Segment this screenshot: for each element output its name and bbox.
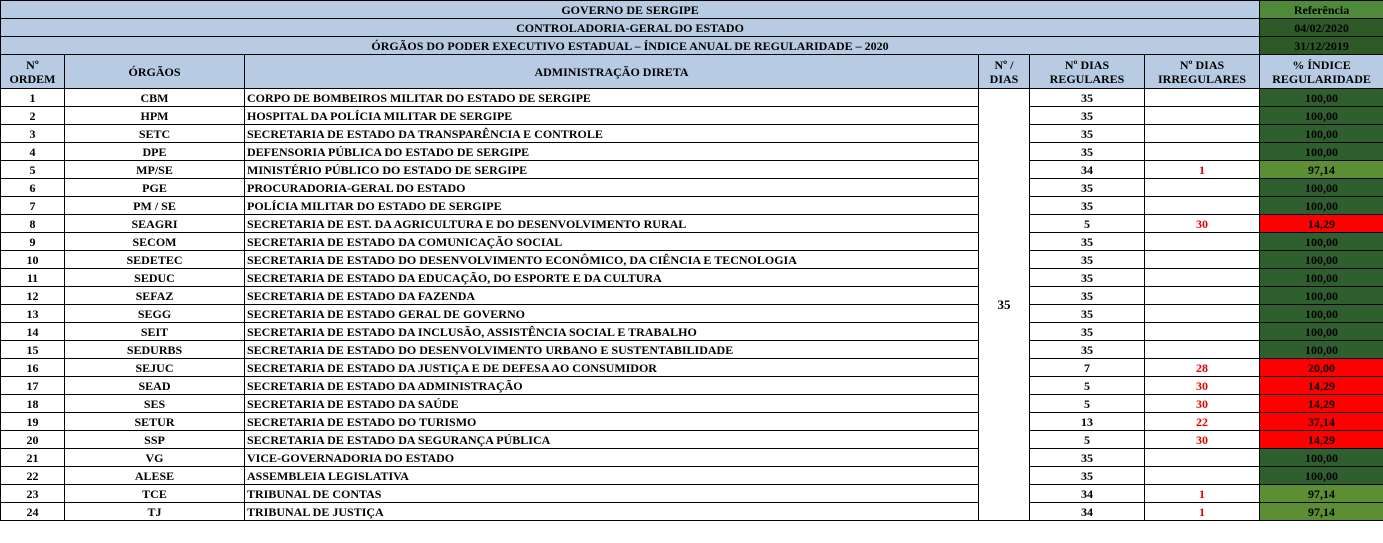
- header-row-1: [1, 1, 1383, 19]
- row-irregulares: 30: [1145, 395, 1260, 413]
- row-orgao-name: HOSPITAL DA POLÍCIA MILITAR DE SERGIPE: [245, 107, 979, 125]
- row-regulares: 35: [1030, 233, 1145, 251]
- row-regulares: 5: [1030, 431, 1145, 449]
- row-number: 11: [1, 269, 65, 287]
- col-regulares-line1: Nº DIAS: [1064, 57, 1110, 72]
- table-row: [1, 467, 1383, 485]
- title-index: ÓRGÃOS DO PODER EXECUTIVO ESTADUAL – ÍNDICE ANUAL DE REGULARIDADE – 2020: [1, 37, 1260, 55]
- table-row: [1, 359, 1383, 377]
- row-orgao-name: ASSEMBLEIA LEGISLATIVA: [245, 467, 979, 485]
- col-irregulares-line1: Nº DIAS: [1179, 57, 1225, 72]
- col-ordem: [1, 55, 65, 89]
- row-indice: 20,00: [1260, 359, 1383, 377]
- row-indice: 37,14: [1260, 413, 1383, 431]
- row-sigla: TCE: [65, 485, 245, 503]
- col-regulares: [1030, 55, 1145, 89]
- row-irregulares: [1145, 125, 1260, 143]
- row-orgao-name: CORPO DE BOMBEIROS MILITAR DO ESTADO DE SERGIPE: [245, 89, 979, 107]
- row-orgao-name: SECRETARIA DE EST. DA AGRICULTURA E DO DESENVOLVIMENTO RURAL: [245, 215, 979, 233]
- row-number: 7: [1, 197, 65, 215]
- row-number: 21: [1, 449, 65, 467]
- row-regulares: 35: [1030, 125, 1145, 143]
- row-sigla: DPE: [65, 143, 245, 161]
- row-orgao-name: PROCURADORIA-GERAL DO ESTADO: [245, 179, 979, 197]
- row-sigla: TJ: [65, 503, 245, 521]
- row-number: 5: [1, 161, 65, 179]
- col-ordem-line1: Nº: [26, 57, 39, 72]
- table-row: [1, 287, 1383, 305]
- header-row-3: [1, 37, 1383, 55]
- row-regulares: 35: [1030, 449, 1145, 467]
- col-regulares-line2: REGULARES: [1049, 71, 1125, 86]
- table-row: [1, 395, 1383, 413]
- row-number: 3: [1, 125, 65, 143]
- row-orgao-name: SECRETARIA DE ESTADO DA FAZENDA: [245, 287, 979, 305]
- col-irregulares: [1145, 55, 1260, 89]
- row-number: 10: [1, 251, 65, 269]
- row-number: 15: [1, 341, 65, 359]
- row-indice: 100,00: [1260, 269, 1383, 287]
- reference-label: Referência: [1260, 1, 1383, 19]
- column-header-row: [1, 55, 1383, 89]
- row-irregulares: [1145, 305, 1260, 323]
- row-sigla: SECOM: [65, 233, 245, 251]
- row-indice: 100,00: [1260, 107, 1383, 125]
- row-irregulares: 30: [1145, 431, 1260, 449]
- row-orgao-name: MINISTÉRIO PÚBLICO DO ESTADO DE SERGIPE: [245, 161, 979, 179]
- col-dias-line1: Nº /: [994, 57, 1014, 72]
- row-sigla: SES: [65, 395, 245, 413]
- table-row: [1, 89, 1383, 107]
- row-irregulares: [1145, 341, 1260, 359]
- row-orgao-name: POLÍCIA MILITAR DO ESTADO DE SERGIPE: [245, 197, 979, 215]
- row-number: 24: [1, 503, 65, 521]
- table-row: [1, 197, 1383, 215]
- row-indice: 14,29: [1260, 395, 1383, 413]
- col-ordem-line2: ORDEM: [9, 71, 56, 86]
- row-sigla: SETUR: [65, 413, 245, 431]
- table-row: [1, 485, 1383, 503]
- row-regulares: 35: [1030, 143, 1145, 161]
- row-irregulares: 1: [1145, 503, 1260, 521]
- reference-date-1: 04/02/2020: [1260, 19, 1383, 37]
- row-irregulares: [1145, 269, 1260, 287]
- row-indice: 100,00: [1260, 251, 1383, 269]
- row-indice: 14,29: [1260, 377, 1383, 395]
- row-irregulares: [1145, 89, 1260, 107]
- row-irregulares: [1145, 251, 1260, 269]
- row-number: 2: [1, 107, 65, 125]
- table-row: [1, 413, 1383, 431]
- table-row: [1, 233, 1383, 251]
- row-indice: 100,00: [1260, 305, 1383, 323]
- row-regulares: 35: [1030, 179, 1145, 197]
- row-sigla: SEDETEC: [65, 251, 245, 269]
- table-row: [1, 449, 1383, 467]
- row-indice: 100,00: [1260, 125, 1383, 143]
- row-orgao-name: SECRETARIA DE ESTADO DA SAÚDE: [245, 395, 979, 413]
- row-indice: 14,29: [1260, 431, 1383, 449]
- row-sigla: SEAGRI: [65, 215, 245, 233]
- row-number: 18: [1, 395, 65, 413]
- row-indice: 100,00: [1260, 341, 1383, 359]
- row-irregulares: [1145, 197, 1260, 215]
- row-irregulares: 30: [1145, 215, 1260, 233]
- row-number: 22: [1, 467, 65, 485]
- title-controladoria: CONTROLADORIA-GERAL DO ESTADO: [1, 19, 1260, 37]
- row-irregulares: [1145, 467, 1260, 485]
- row-regulares: 35: [1030, 323, 1145, 341]
- row-indice: 97,14: [1260, 503, 1383, 521]
- row-regulares: 34: [1030, 503, 1145, 521]
- col-dias-line2: DIAS: [989, 71, 1019, 86]
- row-orgao-name: SECRETARIA DE ESTADO DA INCLUSÃO, ASSISTÊNCIA SOCIAL E TRABALHO: [245, 323, 979, 341]
- row-indice: 100,00: [1260, 449, 1383, 467]
- table-row: [1, 125, 1383, 143]
- row-orgao-name: SECRETARIA DE ESTADO DA SEGURANÇA PÚBLICA: [245, 431, 979, 449]
- row-indice: 100,00: [1260, 143, 1383, 161]
- table-row: [1, 215, 1383, 233]
- row-sigla: VG: [65, 449, 245, 467]
- row-number: 8: [1, 215, 65, 233]
- row-irregulares: 1: [1145, 161, 1260, 179]
- col-indice-line1: % ÍNDICE: [1292, 57, 1351, 72]
- row-sigla: PGE: [65, 179, 245, 197]
- col-dias: [979, 55, 1030, 89]
- row-number: 16: [1, 359, 65, 377]
- row-indice: 100,00: [1260, 179, 1383, 197]
- row-irregulares: 28: [1145, 359, 1260, 377]
- row-number: 13: [1, 305, 65, 323]
- row-orgao-name: VICE-GOVERNADORIA DO ESTADO: [245, 449, 979, 467]
- row-sigla: CBM: [65, 89, 245, 107]
- row-orgao-name: SECRETARIA DE ESTADO DO DESENVOLVIMENTO URBANO E SUSTENTABILIDADE: [245, 341, 979, 359]
- row-indice: 100,00: [1260, 197, 1383, 215]
- table-row: [1, 323, 1383, 341]
- row-indice: 100,00: [1260, 467, 1383, 485]
- row-regulares: 5: [1030, 395, 1145, 413]
- row-number: 1: [1, 89, 65, 107]
- row-sigla: PM / SE: [65, 197, 245, 215]
- row-regulares: 7: [1030, 359, 1145, 377]
- row-sigla: SEJUC: [65, 359, 245, 377]
- row-sigla: SETC: [65, 125, 245, 143]
- row-irregulares: 22: [1145, 413, 1260, 431]
- title-government: GOVERNO DE SERGIPE: [1, 1, 1260, 19]
- row-sigla: SEAD: [65, 377, 245, 395]
- row-regulares: 35: [1030, 269, 1145, 287]
- row-irregulares: 30: [1145, 377, 1260, 395]
- row-sigla: MP/SE: [65, 161, 245, 179]
- table-row: [1, 161, 1383, 179]
- row-regulares: 35: [1030, 197, 1145, 215]
- header-row-2: [1, 19, 1383, 37]
- table-row: [1, 431, 1383, 449]
- reference-date-2: 31/12/2019: [1260, 37, 1383, 55]
- row-sigla: ALESE: [65, 467, 245, 485]
- row-indice: 100,00: [1260, 323, 1383, 341]
- row-irregulares: 1: [1145, 485, 1260, 503]
- row-sigla: SEDURBS: [65, 341, 245, 359]
- row-number: 12: [1, 287, 65, 305]
- table-row: [1, 341, 1383, 359]
- row-regulares: 35: [1030, 305, 1145, 323]
- row-sigla: SEGG: [65, 305, 245, 323]
- row-orgao-name: SECRETARIA DE ESTADO DA TRANSPARÊNCIA E CONTROLE: [245, 125, 979, 143]
- row-irregulares: [1145, 107, 1260, 125]
- row-regulares: 13: [1030, 413, 1145, 431]
- row-irregulares: [1145, 179, 1260, 197]
- row-regulares: 35: [1030, 251, 1145, 269]
- row-orgao-name: SECRETARIA DE ESTADO GERAL DE GOVERNO: [245, 305, 979, 323]
- row-indice: 100,00: [1260, 89, 1383, 107]
- table-row: [1, 377, 1383, 395]
- row-irregulares: [1145, 449, 1260, 467]
- row-regulares: 35: [1030, 287, 1145, 305]
- row-orgao-name: TRIBUNAL DE CONTAS: [245, 485, 979, 503]
- row-sigla: SEFAZ: [65, 287, 245, 305]
- row-regulares: 5: [1030, 215, 1145, 233]
- col-administracao: ADMINISTRAÇÃO DIRETA: [245, 55, 979, 89]
- row-irregulares: [1145, 287, 1260, 305]
- col-orgaos: ÓRGÃOS: [65, 55, 245, 89]
- row-indice: 14,29: [1260, 215, 1383, 233]
- table-row: [1, 143, 1383, 161]
- row-irregulares: [1145, 143, 1260, 161]
- row-orgao-name: SECRETARIA DE ESTADO DA EDUCAÇÃO, DO ESPORTE E DA CULTURA: [245, 269, 979, 287]
- table-row: [1, 179, 1383, 197]
- row-orgao-name: SECRETARIA DE ESTADO DO DESENVOLVIMENTO ECONÔMICO, DA CIÊNCIA E TECNOLOGIA: [245, 251, 979, 269]
- row-number: 20: [1, 431, 65, 449]
- row-indice: 97,14: [1260, 161, 1383, 179]
- row-regulares: 34: [1030, 161, 1145, 179]
- row-sigla: SEIT: [65, 323, 245, 341]
- row-irregulares: [1145, 323, 1260, 341]
- table-row: [1, 107, 1383, 125]
- row-number: 17: [1, 377, 65, 395]
- table-row: [1, 503, 1383, 521]
- table-row: [1, 251, 1383, 269]
- row-sigla: SEDUC: [65, 269, 245, 287]
- total-days: 35: [979, 89, 1030, 521]
- row-number: 6: [1, 179, 65, 197]
- row-regulares: 35: [1030, 341, 1145, 359]
- row-orgao-name: SECRETARIA DE ESTADO DO TURISMO: [245, 413, 979, 431]
- row-sigla: HPM: [65, 107, 245, 125]
- row-number: 9: [1, 233, 65, 251]
- col-indice: [1260, 55, 1383, 89]
- col-irregulares-line2: IRREGULARES: [1158, 71, 1247, 86]
- row-number: 14: [1, 323, 65, 341]
- row-orgao-name: SECRETARIA DE ESTADO DA JUSTIÇA E DE DEFESA AO CONSUMIDOR: [245, 359, 979, 377]
- row-irregulares: [1145, 233, 1260, 251]
- table-row: [1, 269, 1383, 287]
- row-regulares: 35: [1030, 89, 1145, 107]
- row-sigla: SSP: [65, 431, 245, 449]
- row-orgao-name: DEFENSORIA PÚBLICA DO ESTADO DE SERGIPE: [245, 143, 979, 161]
- row-orgao-name: TRIBUNAL DE JUSTIÇA: [245, 503, 979, 521]
- row-number: 4: [1, 143, 65, 161]
- row-indice: 97,14: [1260, 485, 1383, 503]
- col-indice-line2: REGULARIDADE: [1272, 71, 1371, 86]
- row-indice: 100,00: [1260, 233, 1383, 251]
- row-orgao-name: SECRETARIA DE ESTADO DA COMUNICAÇÃO SOCIAL: [245, 233, 979, 251]
- row-orgao-name: SECRETARIA DE ESTADO DA ADMINISTRAÇÃO: [245, 377, 979, 395]
- row-regulares: 34: [1030, 485, 1145, 503]
- row-number: 19: [1, 413, 65, 431]
- row-indice: 100,00: [1260, 287, 1383, 305]
- row-regulares: 35: [1030, 107, 1145, 125]
- row-regulares: 5: [1030, 377, 1145, 395]
- row-regulares: 35: [1030, 467, 1145, 485]
- table-row: [1, 305, 1383, 323]
- row-number: 23: [1, 485, 65, 503]
